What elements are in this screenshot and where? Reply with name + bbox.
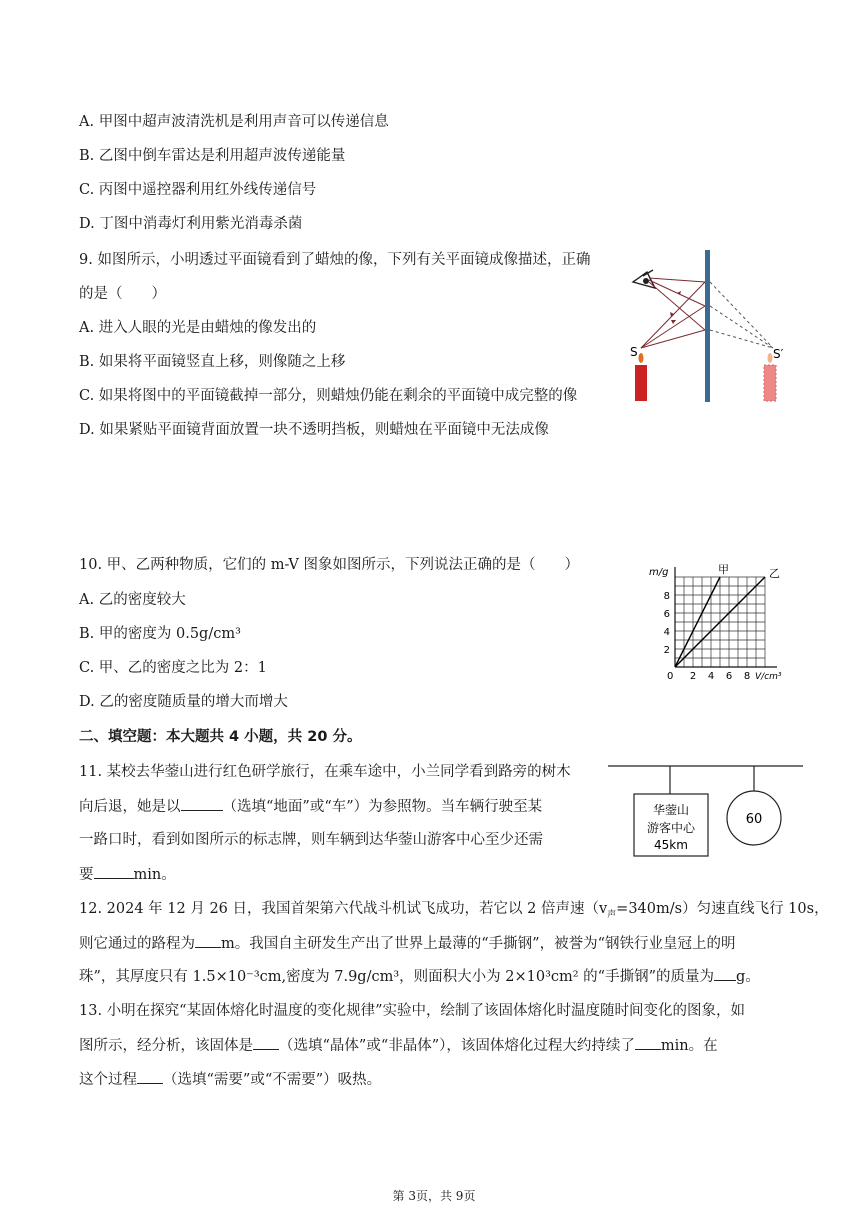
x-axis-label: V/cm³ <box>755 672 782 682</box>
q13-text: 图所示，经分析，该固体是 <box>79 1038 253 1054</box>
q12-line1 <box>79 899 829 925</box>
q12-sub: 声 <box>607 909 617 920</box>
q12-blank-2[interactable] <box>714 966 736 981</box>
road-sign-figure <box>608 762 803 862</box>
q11-text: 向后退，她是以 <box>79 799 181 815</box>
eye-icon <box>633 270 655 288</box>
q11-text: 要 <box>79 867 94 883</box>
candle <box>635 353 647 401</box>
label-s-prime: S′ <box>773 347 784 361</box>
y-axis-label: m/g <box>649 567 669 578</box>
q12-text: 则它通过的路程为 <box>79 936 195 952</box>
q9-stem-line1: 9. 如图所示，小明透过平面镜看到了蜡烛的像，下列有关平面镜成像描述，正确 <box>79 252 591 268</box>
q9-option-d: D. 如果紧贴平面镜背面放置一块不透明挡板，则蜡烛在平面镜中无法成像 <box>79 422 549 438</box>
q13-line3 <box>79 1069 381 1090</box>
q11-line4 <box>79 864 176 885</box>
q13-line2 <box>79 1035 718 1056</box>
q12-text: 珠”，其厚度只有 1.5×10⁻³cm,密度为 7.9g/cm³，则面积大小为 2×10³cm² 的“手撕钢”的质量为 <box>79 969 715 985</box>
q11-line3: 一路口时，看到如图所示的标志牌，则车辆到达华蓥山游客中心至少还需 <box>79 832 543 848</box>
sign-place2: 游客中心 <box>646 821 696 835</box>
q8-option-c: C. 丙图中遥控器利用红外线传递信号 <box>79 182 317 198</box>
q13-text: min。在 <box>660 1038 718 1054</box>
series-label: 甲 <box>718 563 729 576</box>
q8-option-b: B. 乙图中倒车雷达是利用超声波传递能量 <box>79 148 346 164</box>
q13-blank-1[interactable] <box>253 1035 279 1050</box>
q9-stem-line2: 的是（ ） <box>79 286 166 302</box>
y-tick-label: 8 <box>663 591 670 602</box>
plane-mirror <box>705 250 710 402</box>
q10-option-d: D. 乙的密度随质量的增大而增大 <box>79 694 288 710</box>
q12-text: g。 <box>736 969 760 985</box>
q13-blank-3[interactable] <box>137 1069 163 1084</box>
q11-blank-2[interactable] <box>94 864 134 879</box>
speed-limit-value: 60 <box>745 812 763 827</box>
origin-label: 0 <box>667 671 674 682</box>
q8-option-d: D. 丁图中消毒灯利用紫光消毒杀菌 <box>79 216 303 232</box>
q12-line3 <box>79 966 760 987</box>
q10-option-a: A. 乙的密度较大 <box>79 592 186 608</box>
q13-line1: 13. 小明在探究“某固体熔化时温度的变化规律”实验中，绘制了该固体熔化时温度随时间变化的图象，如 <box>79 1003 745 1019</box>
q11-blank-1[interactable] <box>181 796 223 811</box>
q12-text: 12. 2024 年 12 月 26 日，我国首架第六代战斗机试飞成功，若它以 2 倍声速（v <box>79 901 608 917</box>
page-footer: 第 3页，共 9页 <box>392 1189 476 1203</box>
y-tick-label: 4 <box>663 627 670 638</box>
section-heading: 二、填空题：本大题共 4 小题，共 20 分。 <box>79 729 362 745</box>
q13-text: （选填“晶体”或“非晶体”），该固体熔化过程大约持续了 <box>279 1038 635 1054</box>
q9-option-a: A. 进入人眼的光是由蜡烛的像发出的 <box>79 320 317 336</box>
x-tick-label: 2 <box>689 671 697 682</box>
series-label: 乙 <box>769 567 780 580</box>
sign-distance: 45km <box>654 838 688 852</box>
q12-blank-1[interactable] <box>195 933 221 948</box>
mirror-figure <box>625 248 800 406</box>
q12-text: m。我国自主研发生产出了世界上最薄的“手撕钢”，被誉为“钢铁行业皇冠上的明 <box>221 936 736 952</box>
q10-option-c: C. 甲、乙的密度之比为 2：1 <box>79 660 267 676</box>
q13-text: 这个过程 <box>79 1072 137 1088</box>
q8-option-a: A. 甲图中超声波清洗机是利用声音可以传递信息 <box>79 114 389 130</box>
x-tick-label: 4 <box>707 671 715 682</box>
q12-text: =340m/s）匀速直线飞行 10s， <box>616 901 829 917</box>
y-tick-label: 2 <box>663 645 670 656</box>
q11-line1: 11. 某校去华蓥山进行红色研学旅行，在乘车途中，小兰同学看到路旁的树木 <box>79 764 571 780</box>
q10-stem: 10. 甲、乙两种物质，它们的 m-V 图象如图所示，下列说法正确的是（ ） <box>79 557 579 573</box>
q12-line2 <box>79 933 736 954</box>
q13-blank-2[interactable] <box>635 1035 661 1050</box>
q13-text: （选填“需要”或“不需要”）吸热。 <box>163 1072 382 1088</box>
x-tick-label: 8 <box>743 671 751 682</box>
x-tick-label: 6 <box>725 671 733 682</box>
q11-text: （选填“地面”或“车”）为参照物。当车辆行驶至某 <box>222 799 543 815</box>
q11-line2 <box>79 796 542 817</box>
y-tick-label: 6 <box>663 609 670 620</box>
q11-text: min。 <box>133 867 176 883</box>
q9-option-b: B. 如果将平面镜竖直上移，则像随之上移 <box>79 354 346 370</box>
mv-chart <box>645 560 795 685</box>
label-s: S <box>630 345 638 359</box>
sign-place1: 华蓥山 <box>652 803 690 817</box>
q9-option-c: C. 如果将图中的平面镜截掉一部分，则蜡烛仍能在剩余的平面镜中成完整的像 <box>79 388 578 404</box>
q10-option-b: B. 甲的密度为 0.5g/cm³ <box>79 626 241 642</box>
